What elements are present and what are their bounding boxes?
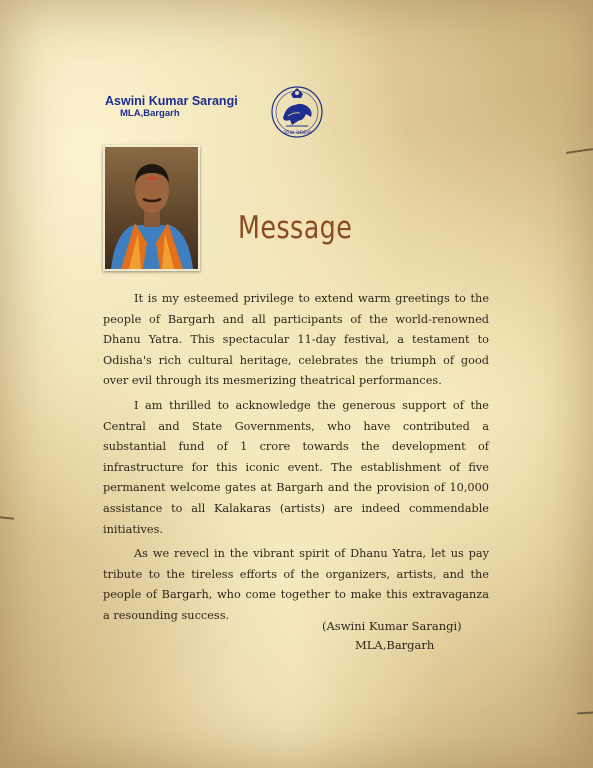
page-title: Message — [238, 210, 353, 246]
paper-tear-mark — [0, 516, 14, 519]
message-paragraph: As we revecl in the vibrant spirit of Dhanu Yatra, let us pay tribute to the tireless efforts of the organizers, artists, and the people of Bargarh, who come together to make this extravaganza a resounding success. — [103, 547, 489, 622]
portrait-photo — [103, 145, 200, 271]
author-title: MLA,Bargarh — [120, 108, 180, 119]
message-body — [103, 289, 489, 631]
paper-tear-mark — [566, 148, 593, 154]
emblem-caption: ଓଡ଼ିଶା ସରକାର — [282, 130, 312, 136]
signature-title: MLA,Bargarh — [355, 638, 435, 652]
odisha-state-emblem-icon — [268, 84, 326, 144]
message-paragraph: It is my esteemed privilege to extend warm greetings to the people of Bargarh and all participants of the world-renowned Dhanu Yatra. This spectacular 11-day festival, a testament to Odisha's rich cultural heritage, celebrates the triumph of good over evil through its mesmerizing theatrical performances. — [103, 292, 489, 388]
author-name: Aswini Kumar Sarangi — [105, 94, 238, 108]
paper-tear-mark — [577, 711, 593, 714]
message-paragraph: I am thrilled to acknowledge the generous support of the Central and State Governments, who have contributed a substantial fund of 1 crore towards the development of infrastructure for this iconic event. The establishment of five permanent welcome gates at Bargarh and the provision of 10,000 assistance to all Kalakaras (artists) are indeed commendable initiatives. — [103, 398, 489, 536]
signature-name: (Aswini Kumar Sarangi) — [322, 619, 462, 633]
